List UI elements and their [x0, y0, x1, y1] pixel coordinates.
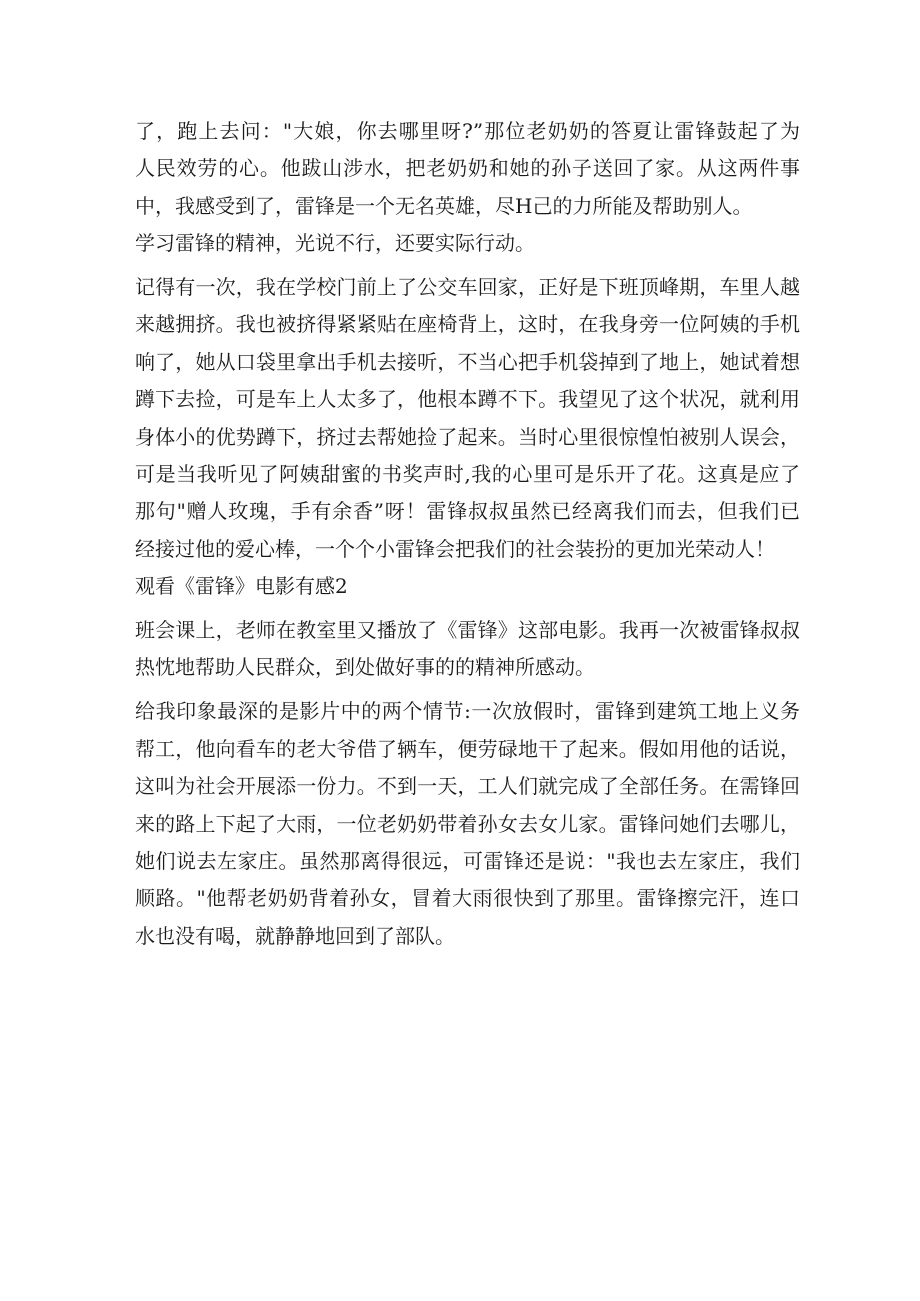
text-line: 中，我感受到了，雷锋是一个无名英雄，尽H己的力所能及帮助别人。	[135, 193, 753, 218]
paragraph-3	[135, 269, 800, 568]
text-line: 了，跑上去问："大娘，你去哪里呀?”那位老奶奶的答夏让雷锋鼓起了为	[135, 119, 800, 143]
text-line: 来的路上下起了大雨，一位老奶奶带着孙女去女儿家。雷锋问她们去哪儿，	[135, 811, 800, 836]
text-line: 热忱地帮助人民群众，到处做好事的的精神所感动。	[135, 655, 595, 680]
text-line: 顺路。"他帮老奶奶背着孙女，冒着大雨很快到了那里。雷锋擦完汗，连口	[135, 886, 800, 911]
text-line: 水也没有喝，就静静地回到了部队。	[135, 923, 455, 948]
text-line: 记得有一次，我在学校门前上了公交车回家，正好是下班顶峰期，车里人越	[135, 275, 800, 300]
section-heading	[135, 568, 800, 605]
text-line: 人民效劳的心。他跋山涉水，把老奶奶和她的孙子送回了家。从这两件事	[135, 156, 800, 181]
text-line: 她们说去左家庄。虽然那离得很远，可雷锋还是说："我也去左家庄，我们	[135, 848, 800, 873]
text-line: 学习雷锋的精神，光说不行，还要实际行动。	[135, 231, 535, 256]
text-line: 给我印象最深的是影片中的两个情节:一次放假时，雷锋到建筑工地上义务	[135, 699, 800, 724]
text-line: 来越拥挤。我也被挤得紧紧贴在座椅背上，这时，在我身旁一位阿姨的手机	[135, 312, 800, 337]
paragraph-2	[135, 225, 800, 262]
text-line: 班会课上，老师在教室里又播放了《雷锋》这部电影。我再一次被雷锋叔叔	[135, 618, 800, 643]
paragraph-1	[135, 113, 800, 225]
document-page	[135, 113, 800, 955]
text-line: 那句"赠人玫瑰，手有余香”呀！雷锋叔叔虽然已经离我们而去，但我们已	[135, 499, 800, 524]
paragraph-4	[135, 612, 800, 687]
text-line: 身体小的优势蹲下，挤过去帮她捡了起来。当时心里很惊惶怕被别人误会，	[135, 424, 800, 449]
text-line: 蹲下去捡，可是车上人太多了，他根本蹲不下。我望见了这个状况，就利用	[135, 387, 800, 412]
text-line: 经接过他的爱心棒，一个个小雷锋会把我们的社会装扮的更加光荣动人！	[135, 536, 775, 561]
paragraph-5	[135, 693, 800, 955]
text-line: 帮工，他向看车的老大爷借了辆车，便劳碌地干了起来。假如用他的话说，	[135, 736, 800, 761]
text-line: 可是当我听见了阿姨甜蜜的书奖声时,我的心里可是乐开了花。这真是应了	[135, 462, 800, 487]
heading-line: 观看《雷锋》电影有感2	[135, 574, 348, 599]
text-line: 这叫为社会开展添一份力。不到一天，工人们就完成了全部任务。在需锋回	[135, 774, 800, 799]
text-line: 响了，她从口袋里拿出手机去接听，不当心把手机袋掉到了地上，她试着想	[135, 349, 800, 374]
